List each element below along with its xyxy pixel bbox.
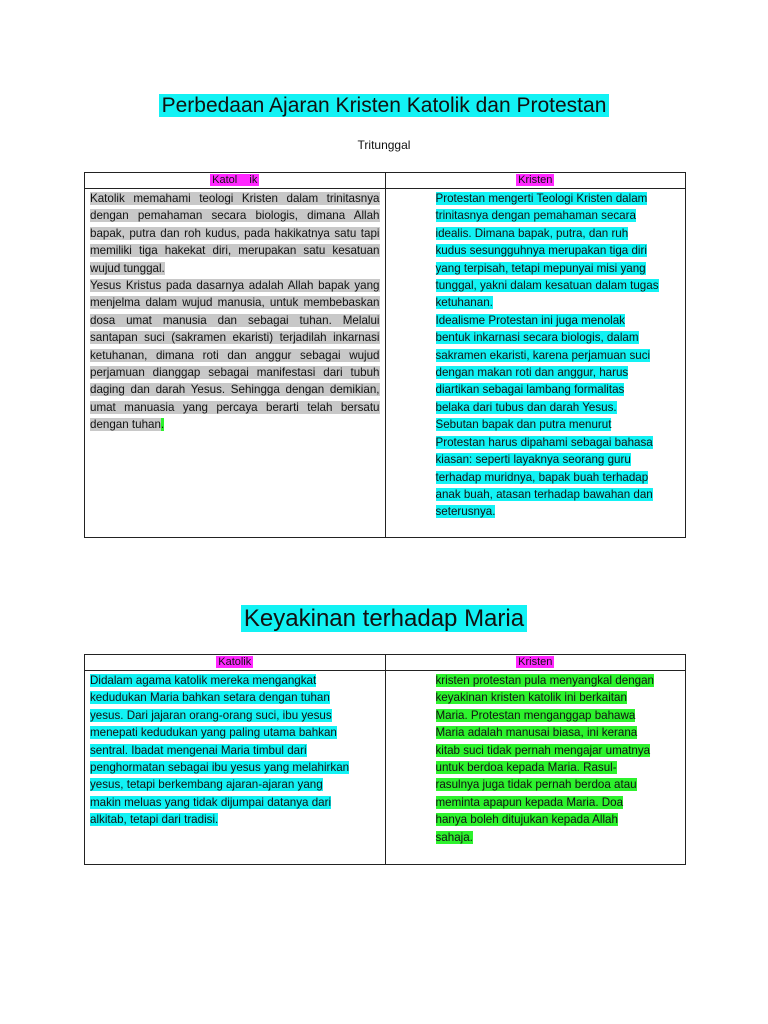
katolik-end-mark: . [160, 418, 165, 432]
katolik-cell [85, 189, 386, 538]
table-header-row [85, 173, 686, 189]
katolik-paragraph: Didalam agama katolik mereka mengangkat kedudukan Maria bahkan setara dengan tuhan yesus. Dari jajaran orang-orang suci, ibu yesus menepati kedudukan yang paling utama bahkan sentral. Ibadat mengenai Maria timbul dari penghormatan sebagai ibu yesus yang melahirkan yesus, tetapi berkembang ajaran-ajaran yang makin meluas yang tidak dijumpai datanya dari alkitab, tetapi dari tradisi. [90, 674, 350, 827]
kristen-cell [385, 189, 686, 538]
tritunggal-table [84, 172, 686, 538]
table-header-row [85, 655, 686, 671]
table-row [85, 671, 686, 865]
header-katolik: Katol ik [85, 173, 386, 189]
katolik-paragraph-2: Yesus Kristus pada dasarnya adalah Allah bapak yang menjelma dalam wujud manusia, untuk membebaskan dosa umat manusia dan sebagai tuhan. Melalui santapan suci (sakramen ekaristi) terjadilah inkarnasi ketuhanan, dimana roti dan anggur sebagai wujud perjamuan dianggap sebagai manifestasi dari tubuh daging dan darah Yesus. Sehingga dengan demikian, umat manuasia yang percaya berarti telah bersatu dengan tuhan [90, 279, 380, 432]
kristen-paragraph: Protestan mengerti Teologi Kristen dalam trinitasnya dengan pemahaman secara idealis. Dimana bapak, putra, dan ruh kudus sesungguhnya merupakan tiga diri yang terpisah, tetapi mepunyai misi yang tunggal, yakni dalam kesatuan dalam tugas ketuhanan. Idealisme Protestan ini juga menolak bentuk inkarnasi secara biologis, dalam sakramen ekaristi, karena perjamuan suci dengan makan roti dan anggur, harus diartikan sebagai lambang formalitas belaka dari tubus dan darah Yesus. Sebutan bapak dan putra menurut Protestan harus dipahami sebagai bahasa kiasan: seperti layaknya seorang guru terhadap muridnya, bapak buah terhadap anak buah, atasan terhadap bawahan dan seterusnya. [435, 192, 659, 519]
maria-table [84, 654, 686, 865]
header-kristen: Kristen [385, 173, 686, 189]
section1-subtitle: Tritunggal [357, 138, 411, 152]
section1-title: Perbedaan Ajaran Kristen Katolik dan Protestan [0, 92, 768, 120]
kristen-paragraph: kristen protestan pula menyangkal dengan keyakinan kristen katolik ini berkaitan Maria. Protestan menganggap bahawa Maria adalah manusai biasa, ini kerana kitab suci tidak pernah mengajar umatnya untuk berdoa kepada Maria. Rasul- rasulnya juga tidak pernah berdoa atau meminta apapun kepada Maria. Doa hanya boleh ditujukan kepada Allah sahaja. [435, 674, 654, 844]
header-kristen: Kristen [385, 655, 686, 671]
kristen-cell [385, 671, 686, 865]
header-katolik: Katolik [85, 655, 386, 671]
katolik-paragraph-1: Katolik memahami teologi Kristen dalam trinitasnya dengan pemahaman secara biologis, dimana Allah bapak, putra dan roh kudus, pada hakikatnya satu tapi memiliki tiga hakekat diri, merupakan satu kesatuan wujud tunggal. [90, 192, 380, 275]
katolik-cell [85, 671, 386, 865]
table-row [85, 189, 686, 538]
section2-title: Keyakinan terhadap Maria [0, 604, 768, 634]
